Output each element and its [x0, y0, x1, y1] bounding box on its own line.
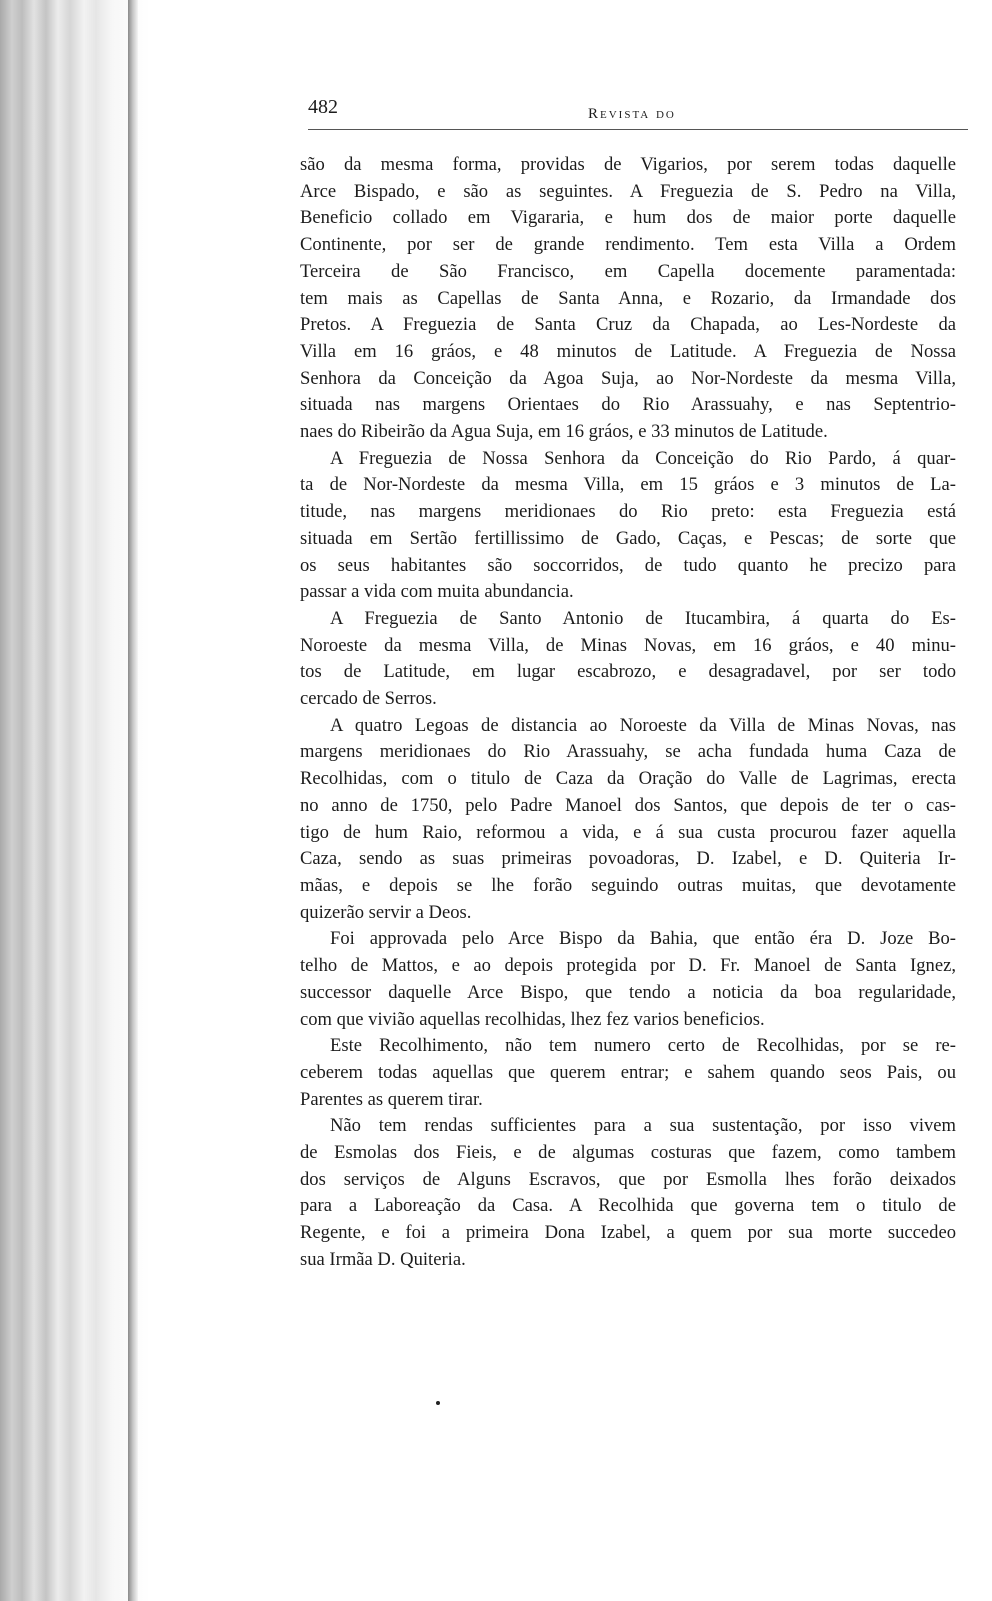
- paragraph: [300, 1033, 956, 1113]
- text-line: os seus habitantes são soccorridos, de tudo quanto he precizo para: [300, 554, 956, 576]
- page-number: 482: [308, 96, 338, 118]
- text-line: sua Irmãa D. Quiteria.: [300, 1248, 466, 1270]
- text-line: Regente, e foi a primeira Dona Izabel, a quem por sua morte succedeo: [300, 1222, 956, 1244]
- text-line: successor daquelle Arce Bispo, que tendo a noticia da boa regularidade,: [300, 981, 956, 1003]
- text-line: Foi approvada pelo Arce Bispo da Bahia, que então éra D. Joze Bo-: [330, 928, 956, 950]
- text-line: Pretos. A Freguezia de Santa Cruz da Chapada, ao Les-Nordeste da: [300, 314, 956, 336]
- page-body-text: [300, 152, 956, 1274]
- text-line: mãas, e depois se lhe forão seguindo outras muitas, que devotamente: [300, 874, 956, 896]
- text-line: tigo de hum Raio, reformou a vida, e á sua custa procurou fazer aquella: [300, 821, 956, 843]
- text-line: Villa em 16 gráos, e 48 minutos de Latitude. A Freguezia de Nossa: [300, 340, 956, 362]
- text-line: margens meridionaes do Rio Arassuahy, se acha fundada huma Caza de: [300, 741, 956, 763]
- text-line: quizerão servir a Deos.: [300, 901, 472, 923]
- text-line: tem mais as Capellas de Santa Anna, e Rozario, da Irmandade dos: [300, 287, 956, 309]
- text-line: A Freguezia de Santo Antonio de Itucambira, á quarta do Es-: [330, 607, 956, 629]
- text-line: ceberem todas aquellas que querem entrar; e sahem quando seos Pais, ou: [300, 1061, 956, 1083]
- text-line: titude, nas margens meridionaes do Rio preto: esta Freguezia está: [300, 501, 956, 523]
- text-line: situada em Sertão fertillissimo de Gado, Caças, e Pescas; de sorte que: [300, 527, 956, 549]
- text-line: A Freguezia de Nossa Senhora da Conceição do Rio Pardo, á quar-: [330, 447, 956, 469]
- text-line: Não tem rendas sufficientes para a sua sustentação, por isso vivem: [330, 1115, 956, 1137]
- text-line: passar a vida com muita abundancia.: [300, 581, 574, 603]
- text-line: com que vivião aquellas recolhidas, lhez fez varios beneficios.: [300, 1008, 765, 1030]
- page-header: [308, 96, 968, 136]
- text-line: Senhora da Conceição da Agoa Suja, ao Nor-Nordeste da mesma Villa,: [300, 367, 956, 389]
- text-line: Terceira de São Francisco, em Capella docemente paramentada:: [300, 260, 956, 282]
- text-line: tos de Latitude, em lugar escabrozo, e desagradavel, por ser todo: [300, 661, 956, 683]
- paragraph: [300, 446, 956, 606]
- text-line: Parentes as querem tirar.: [300, 1088, 483, 1110]
- text-line: telho de Mattos, e ao depois protegida por D. Fr. Manoel de Santa Ignez,: [300, 955, 956, 977]
- text-line: são da mesma forma, providas de Vigarios, por serem todas daquelle: [300, 154, 956, 175]
- header-rule: [308, 129, 968, 130]
- text-line: naes do Ribeirão da Agua Suja, em 16 gráos, e 33 minutos de Latitude.: [300, 421, 828, 443]
- text-line: Arce Bispado, e são as seguintes. A Freguezia de S. Pedro na Villa,: [300, 180, 956, 202]
- text-line: ta de Nor-Nordeste da mesma Villa, em 15 gráos e 3 minutos de La-: [300, 474, 956, 496]
- paragraph: [300, 152, 956, 446]
- text-line: de Esmolas dos Fieis, e de algumas costuras que fazem, como tambem: [300, 1142, 956, 1164]
- text-line: para a Laboreação da Casa. A Recolhida que governa tem o titulo de: [300, 1195, 956, 1217]
- running-head: Revista do: [588, 106, 676, 122]
- text-line: A quatro Legoas de distancia ao Noroeste da Villa de Minas Novas, nas: [330, 714, 956, 736]
- text-line: Beneficio collado em Vigararia, e hum dos de maior porte daquelle: [300, 207, 956, 229]
- gutter-shadow: [128, 0, 138, 1601]
- text-line: cercado de Serros.: [300, 688, 437, 710]
- text-line: Noroeste da mesma Villa, de Minas Novas, em 16 gráos, e 40 minu-: [300, 634, 956, 656]
- paragraph: [300, 926, 956, 1033]
- paragraph: [300, 713, 956, 927]
- text-line: Caza, sendo as suas primeiras povoadoras, D. Izabel, e D. Quiteria Ir-: [300, 848, 956, 870]
- text-line: dos serviços de Alguns Escravos, que por Esmolla lhes forão deixados: [300, 1168, 956, 1190]
- text-line: situada nas margens Orientaes do Rio Arassuahy, e nas Septentrio-: [300, 394, 956, 416]
- paragraph: [300, 606, 956, 713]
- text-line: Este Recolhimento, não tem numero certo de Recolhidas, por se re-: [330, 1035, 956, 1057]
- text-line: Recolhidas, com o titulo de Caza da Oração do Valle de Lagrimas, erecta: [300, 768, 956, 790]
- text-line: Continente, por ser de grande rendimento. Tem esta Villa a Ordem: [300, 234, 956, 256]
- ink-dot: [436, 1401, 440, 1405]
- text-line: no anno de 1750, pelo Padre Manoel dos Santos, que depois de ter o cas-: [300, 794, 956, 816]
- paragraph: [300, 1113, 956, 1273]
